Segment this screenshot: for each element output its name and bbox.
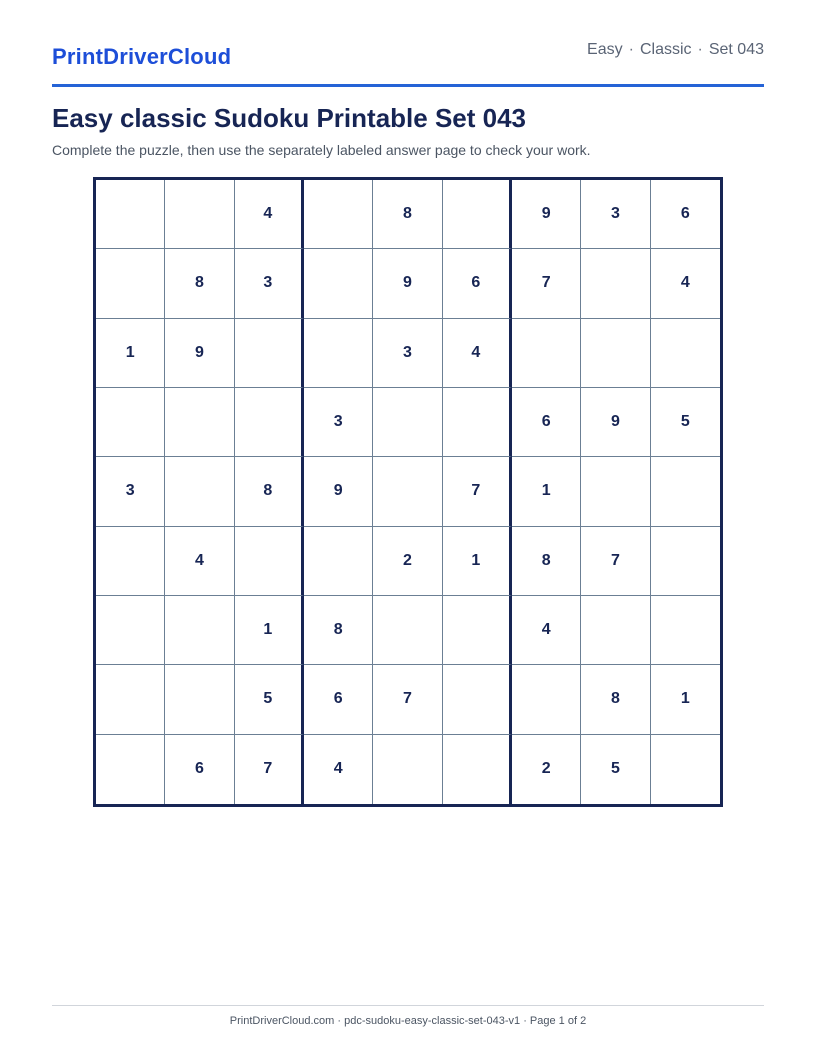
sudoku-cell[interactable]: 3 bbox=[581, 180, 650, 249]
sudoku-cell[interactable] bbox=[96, 388, 165, 457]
sudoku-cell[interactable]: 8 bbox=[512, 527, 581, 596]
sudoku-cell[interactable]: 1 bbox=[235, 596, 304, 665]
sudoku-cell[interactable]: 8 bbox=[304, 596, 373, 665]
sudoku-cell[interactable] bbox=[96, 180, 165, 249]
difficulty-label: Easy bbox=[587, 41, 623, 58]
sudoku-cell[interactable] bbox=[373, 457, 442, 526]
sudoku-cell[interactable] bbox=[96, 249, 165, 318]
set-label: Set 043 bbox=[708, 41, 764, 58]
sudoku-cell[interactable] bbox=[443, 388, 512, 457]
sudoku-cell[interactable]: 9 bbox=[512, 180, 581, 249]
sudoku-cell[interactable] bbox=[165, 388, 234, 457]
sudoku-cell[interactable]: 8 bbox=[581, 665, 650, 734]
page-title: Easy classic Sudoku Printable Set 043 bbox=[52, 103, 527, 133]
sudoku-cell[interactable]: 7 bbox=[581, 527, 650, 596]
sudoku-cell[interactable]: 3 bbox=[96, 457, 165, 526]
sudoku-grid bbox=[93, 177, 723, 807]
sudoku-cell[interactable] bbox=[581, 596, 650, 665]
sudoku-cell[interactable]: 3 bbox=[235, 249, 304, 318]
sudoku-cell[interactable] bbox=[512, 319, 581, 388]
sudoku-cell[interactable]: 9 bbox=[581, 388, 650, 457]
sudoku-cell[interactable]: 7 bbox=[235, 735, 304, 804]
sudoku-cell[interactable]: 8 bbox=[235, 457, 304, 526]
meta-separator: · bbox=[628, 41, 634, 58]
sudoku-cell[interactable] bbox=[235, 319, 304, 388]
page-header bbox=[52, 36, 764, 87]
sudoku-cell[interactable]: 1 bbox=[651, 665, 720, 734]
sudoku-cell[interactable] bbox=[651, 527, 720, 596]
sudoku-cell[interactable]: 3 bbox=[304, 388, 373, 457]
meta-separator: · bbox=[697, 41, 703, 58]
sudoku-cell[interactable] bbox=[96, 596, 165, 665]
sudoku-cell[interactable]: 5 bbox=[651, 388, 720, 457]
sudoku-cell[interactable]: 4 bbox=[235, 180, 304, 249]
variant-label: Classic bbox=[639, 41, 692, 58]
page-subtitle: Complete the puzzle, then use the separately labeled answer page to check your work. bbox=[52, 142, 591, 158]
sudoku-cell[interactable] bbox=[443, 735, 512, 804]
sudoku-cell[interactable]: 7 bbox=[512, 249, 581, 318]
sudoku-cell[interactable]: 9 bbox=[373, 249, 442, 318]
sudoku-cell[interactable]: 2 bbox=[512, 735, 581, 804]
sudoku-cell[interactable]: 3 bbox=[373, 319, 442, 388]
sudoku-cell[interactable]: 4 bbox=[165, 527, 234, 596]
sudoku-cell[interactable] bbox=[443, 665, 512, 734]
sudoku-cell[interactable] bbox=[512, 665, 581, 734]
sudoku-cell[interactable]: 4 bbox=[304, 735, 373, 804]
sudoku-cell[interactable] bbox=[165, 457, 234, 526]
sudoku-cell[interactable]: 6 bbox=[304, 665, 373, 734]
page-footer bbox=[52, 1005, 764, 1027]
sudoku-cell[interactable] bbox=[651, 596, 720, 665]
brand-logo: PrintDriverCloud bbox=[52, 44, 232, 69]
sudoku-cell[interactable] bbox=[581, 457, 650, 526]
sudoku-cell[interactable] bbox=[96, 735, 165, 804]
sudoku-cell[interactable] bbox=[651, 735, 720, 804]
sudoku-cell[interactable] bbox=[373, 735, 442, 804]
sudoku-cell[interactable] bbox=[165, 596, 234, 665]
sudoku-cell[interactable] bbox=[304, 249, 373, 318]
sudoku-cell[interactable]: 7 bbox=[443, 457, 512, 526]
sudoku-cell[interactable] bbox=[304, 527, 373, 596]
sudoku-cell[interactable] bbox=[581, 319, 650, 388]
sudoku-cell[interactable]: 1 bbox=[96, 319, 165, 388]
sudoku-cell[interactable]: 4 bbox=[651, 249, 720, 318]
sudoku-cell[interactable] bbox=[373, 388, 442, 457]
sudoku-cell[interactable] bbox=[443, 180, 512, 249]
sudoku-cell[interactable] bbox=[235, 527, 304, 596]
sudoku-cell[interactable]: 8 bbox=[373, 180, 442, 249]
sudoku-cell[interactable]: 4 bbox=[512, 596, 581, 665]
sudoku-cell[interactable]: 6 bbox=[443, 249, 512, 318]
sudoku-cell[interactable] bbox=[96, 665, 165, 734]
sudoku-cell[interactable] bbox=[235, 388, 304, 457]
footer-text: PrintDriverCloud.com · pdc-sudoku-easy-classic-set-043-v1 · Page 1 of 2 bbox=[229, 1015, 587, 1027]
sudoku-cell[interactable]: 4 bbox=[443, 319, 512, 388]
sudoku-cell[interactable] bbox=[443, 596, 512, 665]
sudoku-cell[interactable]: 6 bbox=[651, 180, 720, 249]
sudoku-cell[interactable] bbox=[165, 180, 234, 249]
puzzle-meta bbox=[587, 41, 764, 59]
sudoku-cell[interactable]: 6 bbox=[512, 388, 581, 457]
sudoku-cell[interactable]: 9 bbox=[165, 319, 234, 388]
sudoku-cell[interactable]: 9 bbox=[304, 457, 373, 526]
sudoku-cell[interactable]: 5 bbox=[581, 735, 650, 804]
sudoku-cell[interactable] bbox=[581, 249, 650, 318]
sudoku-cell[interactable] bbox=[304, 180, 373, 249]
sudoku-cell[interactable] bbox=[651, 319, 720, 388]
sudoku-cell[interactable]: 1 bbox=[443, 527, 512, 596]
sudoku-cell[interactable]: 5 bbox=[235, 665, 304, 734]
sudoku-cell[interactable] bbox=[96, 527, 165, 596]
sudoku-cell[interactable]: 7 bbox=[373, 665, 442, 734]
sudoku-cell[interactable]: 8 bbox=[165, 249, 234, 318]
sudoku-cell[interactable] bbox=[304, 319, 373, 388]
sudoku-cell[interactable]: 6 bbox=[165, 735, 234, 804]
sudoku-cell[interactable]: 2 bbox=[373, 527, 442, 596]
sudoku-cell[interactable] bbox=[165, 665, 234, 734]
sudoku-cell[interactable] bbox=[651, 457, 720, 526]
sudoku-cell[interactable] bbox=[373, 596, 442, 665]
sudoku-cell[interactable]: 1 bbox=[512, 457, 581, 526]
